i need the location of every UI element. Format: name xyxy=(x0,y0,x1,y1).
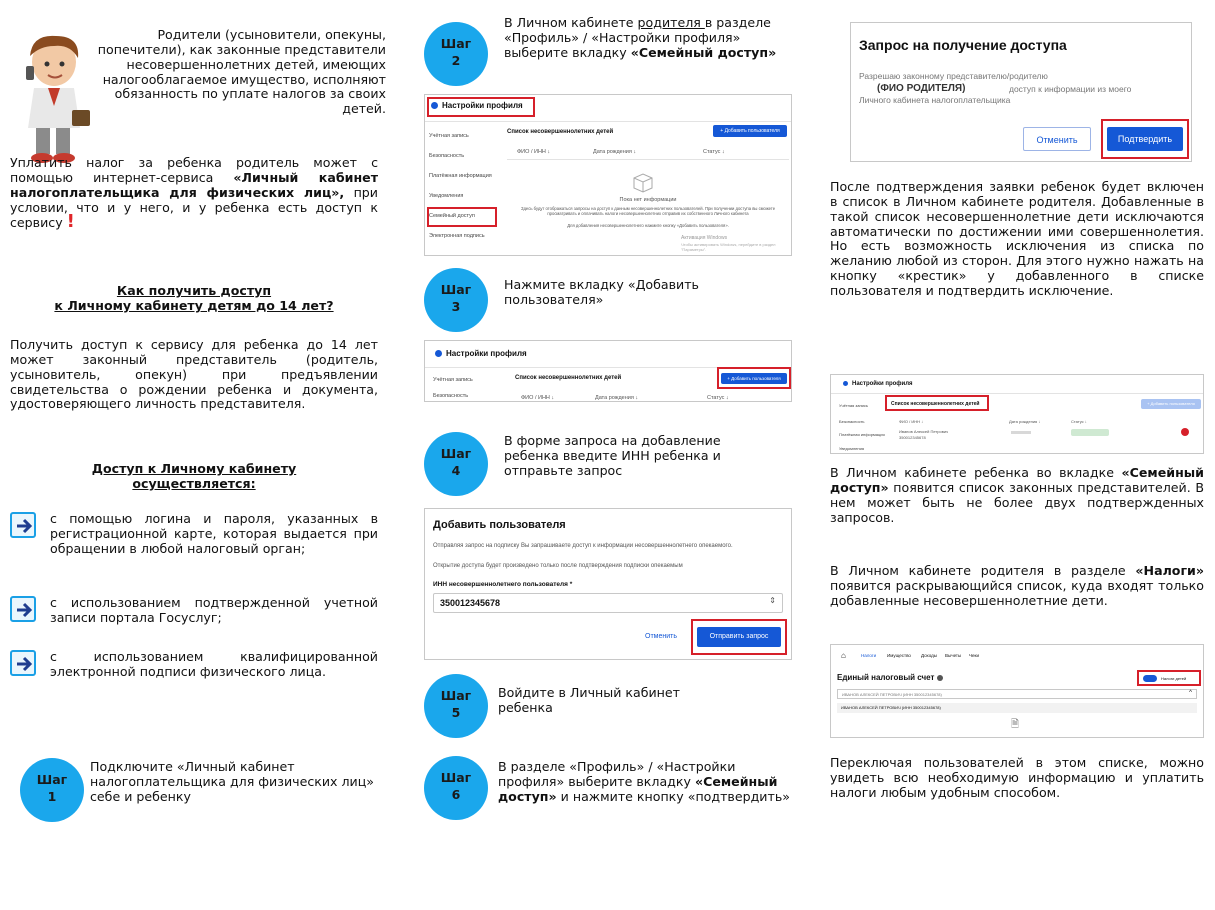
heading-how-line-2: к Личному кабинету детям до 14 лет? xyxy=(54,297,334,313)
intro-service-text-1: Уплатить налог за ребенка родитель может с помощью интернет-сервиса xyxy=(10,155,378,185)
parent-taxes-text-a: В Личном кабинете родителя в разделе xyxy=(830,563,1136,578)
divider xyxy=(831,393,1204,394)
sidebar-item[interactable]: Платёжная информация xyxy=(839,432,885,437)
step-number: 4 xyxy=(451,462,461,478)
step-5-text: Войдите в Личный кабинет ребенка xyxy=(498,685,680,715)
col-header: Дата рождения ↓ xyxy=(1009,419,1041,424)
shot-title: Настройки профиля xyxy=(442,101,523,110)
shot-title: Настройки профиля xyxy=(446,349,527,358)
child-cabinet-bold: «Семейный доступ» xyxy=(830,465,1204,495)
document-icon: 🗎 xyxy=(1011,719,1020,730)
step-6-badge xyxy=(424,756,488,820)
sidebar-item[interactable]: Учётная запись xyxy=(429,133,469,139)
step-1-text: Подключите «Личный кабинет налогоплательщика для физических лиц» себе и ребенку xyxy=(90,759,374,804)
divider xyxy=(507,159,789,160)
access-paragraph: Получить доступ к сервису для ребенка до 14 лет может законный представитель (родитель, усыновитель, опекун) при предъявлении свидетельства о рождении ребенка и документа, удостоверяющего личность представителя. xyxy=(10,337,378,412)
home-icon[interactable]: ⌂ xyxy=(841,651,846,660)
info-icon xyxy=(937,675,943,681)
back-icon xyxy=(435,350,442,357)
request-fio: (ФИО РОДИТЕЛЯ) xyxy=(877,83,966,94)
step-2-text-parent: родителя xyxy=(637,15,705,30)
screenshot-children-list xyxy=(830,374,1204,454)
col-header: Дата рождения ↓ xyxy=(595,395,639,401)
empty-box-icon xyxy=(631,171,655,193)
access-method-text: с использованием подтвержденной учетной записи портала Госуслуг; xyxy=(50,595,378,625)
confirm-button[interactable]: Подтвердить xyxy=(1107,127,1183,151)
shot-header xyxy=(435,349,527,358)
step-3-text: Нажмите вкладку «Добавить пользователя» xyxy=(504,277,699,307)
intro-service-bold: «Личный кабинет налогоплательщика для физических лиц», xyxy=(10,169,378,200)
back-icon xyxy=(843,381,848,386)
status-badge xyxy=(1071,429,1109,436)
col-header: ФИО / ИНН ↓ xyxy=(521,395,555,401)
step-2-text-bold: «Семейный доступ» xyxy=(630,44,777,60)
user-select-value: ИВАНОВ АЛЕКСЕЙ ПЕТРОВИЧ (ИНН 350012345678) xyxy=(842,692,942,697)
highlight-list-title xyxy=(885,395,989,411)
step-2-badge xyxy=(424,22,488,86)
tab-receipts[interactable]: Чеки xyxy=(969,653,979,658)
list-title: Список несовершеннолетних детей xyxy=(507,129,614,135)
sidebar-item[interactable]: Учётная запись xyxy=(839,403,868,408)
arrow-right-icon xyxy=(10,596,36,622)
step-number: 2 xyxy=(451,52,461,68)
heading-access-methods xyxy=(10,462,378,492)
highlight-toggle xyxy=(1137,670,1201,686)
access-method-login xyxy=(10,512,378,557)
column-1 xyxy=(10,0,386,910)
sidebar-item[interactable]: Уведомления xyxy=(429,193,464,199)
windows-activation-note: Чтобы активировать Windows, перейдите в раздел "Параметры". xyxy=(681,242,776,252)
row-inn: 350012345678 xyxy=(899,435,926,440)
access-method-gosuslugi xyxy=(10,596,378,626)
tab-income[interactable]: Доходы xyxy=(921,653,938,658)
list-title: Список несовершеннолетних детей xyxy=(891,401,980,407)
tab-property[interactable]: Имущество xyxy=(887,653,911,658)
step-4-badge xyxy=(424,432,488,496)
shot-title: Настройки профиля xyxy=(852,381,913,388)
access-method-signature xyxy=(10,650,378,680)
empty-state-note: Здесь будут отображаться запросы на доступ к данным несовершеннолетних пользователей. При получении доступа вы сможете просматривать и оплачивать налоги несовершеннолетних отправив их собственного Личного кабинета xyxy=(520,206,776,217)
child-cabinet-text-a: В Личном кабинете ребенка во вкладке xyxy=(830,465,1122,480)
cancel-button[interactable]: Отменить xyxy=(1023,127,1091,151)
exclamation-icon: ! xyxy=(66,211,75,233)
step-5-badge xyxy=(424,674,488,738)
step-1-badge xyxy=(20,758,84,822)
step-2-text-b: в разделе «Профиль» / «Настройки профиля» выберите вкладку xyxy=(504,15,771,60)
heading-access-line-1: Доступ к Личному кабинету xyxy=(91,461,297,476)
remove-icon[interactable] xyxy=(1181,428,1189,436)
stepper-icon[interactable]: ⇕ xyxy=(769,596,776,605)
empty-state-note-2: Для добавления несовершеннолетнего нажмите кнопку «Добавить пользователя». xyxy=(567,223,729,228)
arrow-right-icon xyxy=(10,650,36,676)
add-user-button[interactable]: + Добавить пользователя xyxy=(713,125,787,137)
highlight-family-tab xyxy=(427,207,497,227)
step-number: 3 xyxy=(451,298,461,314)
step-label: Шаг xyxy=(440,36,472,51)
date-placeholder xyxy=(1011,431,1031,434)
step-label: Шаг xyxy=(36,772,68,787)
account-title xyxy=(837,673,943,682)
highlight-add-user xyxy=(717,367,791,389)
step-6-text-b: и нажмите кнопку «подтвердить» xyxy=(556,788,790,804)
sidebar-item[interactable]: Электронная подпись xyxy=(429,233,485,239)
step-label: Шаг xyxy=(440,446,472,461)
request-line-2: доступ к информации из моего xyxy=(1009,84,1132,94)
highlight-confirm xyxy=(1101,119,1189,159)
col-header: Статус ↓ xyxy=(703,149,725,155)
list-title: Список несовершеннолетних детей xyxy=(515,375,622,381)
inn-field-label: ИНН несовершеннолетнего пользователя * xyxy=(433,581,573,588)
screenshot-add-user-form xyxy=(424,508,792,660)
intro-paragraph: Родители (усыновители, опекуны, попечители), как законные представители несовершеннолетних детей, имеющих налогооблагаемое имущество, исполняют обязанность по уплате налогов за своих детей. xyxy=(97,27,386,117)
step-2-text-a: В Личном кабинете xyxy=(504,15,638,30)
step-2-text xyxy=(504,16,794,61)
child-cabinet-paragraph xyxy=(830,466,1204,525)
col-header: Статус ↓ xyxy=(1071,419,1087,424)
after-confirm-paragraph: После подтверждения заявки ребенок будет включен в список в Личном кабинете родителя. Добавленные в такой список несовершеннолетние дети исключаются автоматически по достижении ими совершеннолетия. Но есть возможность исключения из списка по желанию любой из сторон. Для этого нужно нажать на кнопку «крестик» у добавленного в списке пользователя и подтвердить исключение. xyxy=(830,179,1204,299)
tab-deductions[interactable]: Вычеты xyxy=(945,653,962,658)
table-row xyxy=(891,429,1201,443)
column-3 xyxy=(828,0,1206,910)
sidebar-item[interactable]: Безопасность xyxy=(433,393,469,399)
access-method-text: с помощью логина и пароля, указанных в регистрационной карте, которая выдается при обращении в любой налоговый орган; xyxy=(50,511,378,556)
col-header: ФИО / ИНН ↓ xyxy=(899,419,924,424)
child-cabinet-text-b: появится список законных представителей. В нем может быть не более двух подтвержденных запросов. xyxy=(830,479,1204,525)
account-title-text: Единый налоговый счет xyxy=(837,673,935,682)
arrow-right-icon xyxy=(10,512,36,538)
sidebar-item-family-access[interactable]: Семейный доступ xyxy=(429,213,475,219)
col-header: Дата рождения ↓ xyxy=(593,149,637,155)
sidebar-item[interactable]: Платёжная информация xyxy=(429,173,492,179)
step-number: 5 xyxy=(451,704,461,720)
step-6-text-a: В разделе «Профиль» / «Настройки профиля» выберите вкладку xyxy=(498,759,736,789)
step-3-badge xyxy=(424,268,488,332)
column-2 xyxy=(418,0,798,910)
parent-taxes-text-b: появится раскрывающийся список, куда входят только добавленные несовершеннолетние дети. xyxy=(830,577,1204,608)
col-header: Статус ↓ xyxy=(707,395,729,401)
form-title: Добавить пользователя xyxy=(433,519,566,531)
divider xyxy=(425,121,792,122)
highlight-send xyxy=(691,619,787,655)
step-label: Шаг xyxy=(440,688,472,703)
screenshot-access-request xyxy=(850,22,1192,162)
request-title: Запрос на получение доступа xyxy=(859,37,1067,53)
request-line-3: Личного кабинета налогоплательщика xyxy=(859,95,1011,105)
screenshot-tax-account xyxy=(830,644,1204,738)
step-label: Шаг xyxy=(440,770,472,785)
send-request-button[interactable]: Отправить запрос xyxy=(697,627,781,647)
intro-service-paragraph xyxy=(10,156,378,231)
heading-how-line-1: Как получить доступ xyxy=(116,283,272,298)
sidebar-item[interactable]: Уведомления xyxy=(839,446,865,451)
add-user-button[interactable]: + Добавить пользователя xyxy=(1141,399,1201,409)
intro-service-text-2: при условии, что и у него, и у ребенка есть доступ к сервису xyxy=(10,184,378,231)
step-6-text xyxy=(498,760,798,805)
form-desc-2: Открытие доступа будет произведено только после подтверждения подписки опекаемым xyxy=(433,563,683,569)
switch-users-paragraph: Переключая пользователей в этом списке, можно увидеть всю необходимую информацию и уплатить налоги любым удобным способом. xyxy=(830,755,1204,800)
shot-header xyxy=(843,381,913,387)
step-label: Шаг xyxy=(440,282,472,297)
screenshot-add-user-tab xyxy=(424,340,792,402)
parent-taxes-paragraph xyxy=(830,564,1204,609)
add-user-button[interactable]: + Добавить пользователя xyxy=(721,373,787,384)
inn-field[interactable] xyxy=(433,593,783,613)
user-option[interactable]: ИВАНОВ АЛЕКСЕЙ ПЕТРОВИЧ (ИНН 350012345678) xyxy=(837,703,1197,713)
cancel-button[interactable]: Отменить xyxy=(635,627,687,647)
heading-access-line-2: осуществляется: xyxy=(132,475,256,491)
screenshot-profile-settings-family xyxy=(424,94,792,256)
form-desc-1: Отправляя запрос на подписку Вы запрашиваете доступ к информации несовершеннолетнего опекаемого. xyxy=(433,543,733,549)
sidebar-item[interactable]: Учётная запись xyxy=(433,377,473,383)
user-select[interactable] xyxy=(837,689,1197,699)
row-name: Иванов Алексей Петрович xyxy=(899,429,949,434)
access-method-text: с использованием квалифицированной электронной подписи физического лица. xyxy=(50,649,378,679)
windows-activation: Активация Windows xyxy=(681,235,728,241)
step-number: 1 xyxy=(47,788,57,804)
request-line-1: Разрешаю законному представителю/родителю xyxy=(859,71,1048,81)
sidebar-item[interactable]: Безопасность xyxy=(839,419,865,424)
tab-taxes[interactable]: Налоги xyxy=(861,653,877,658)
heading-how-to-get-access xyxy=(10,284,378,314)
empty-state-title: Пока нет информации xyxy=(619,197,677,203)
inn-field-value: 350012345678 xyxy=(440,598,501,608)
parent-taxes-bold: «Налоги» xyxy=(1135,563,1204,578)
toggle-label: Налоги детей xyxy=(1161,676,1187,681)
step-6-text-bold: «Семейный доступ» xyxy=(498,773,778,804)
step-4-text: В форме запроса на добавление ребенка введите ИНН ребенка и отправьте запрос xyxy=(504,433,721,478)
highlight-title xyxy=(427,97,535,117)
chevron-up-icon: ^ xyxy=(1189,690,1192,696)
sidebar-item[interactable]: Безопасность xyxy=(429,153,465,159)
col-header: ФИО / ИНН ↓ xyxy=(517,149,551,155)
step-number: 6 xyxy=(451,786,461,802)
